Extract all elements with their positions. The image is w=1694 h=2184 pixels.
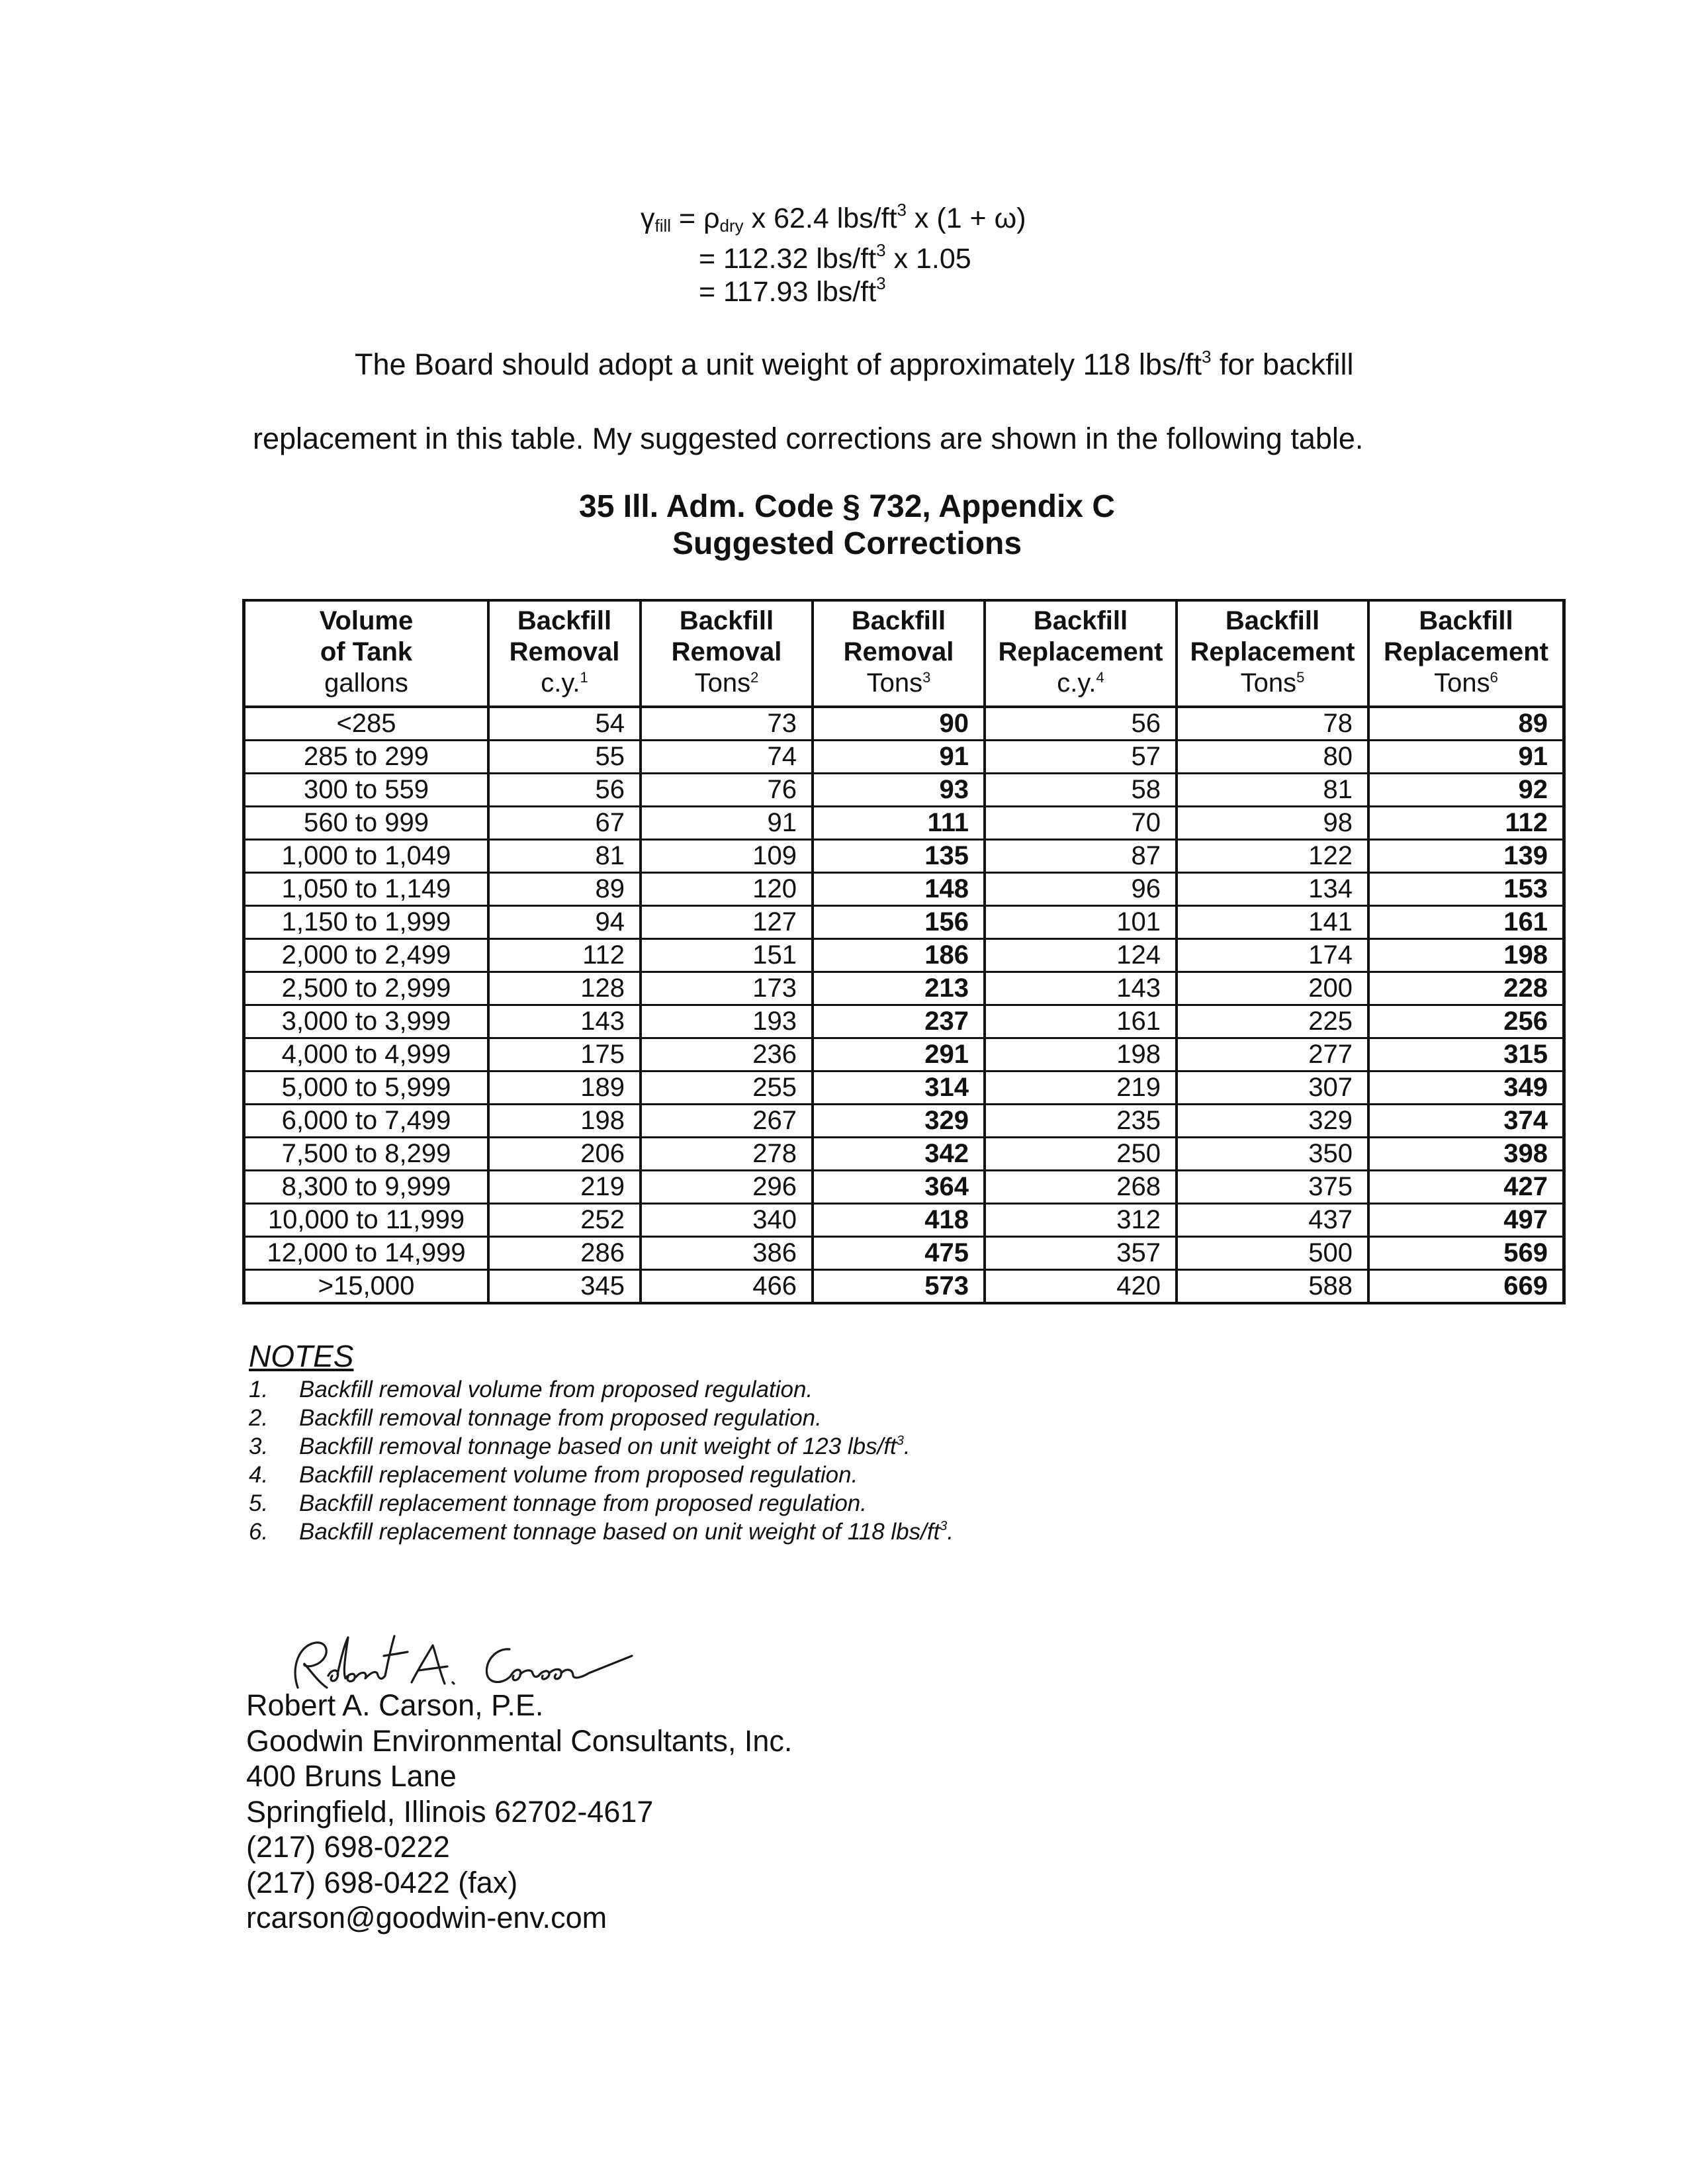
table-cell: 267 xyxy=(639,1105,811,1138)
table-cell: 91 xyxy=(1367,741,1562,774)
signature-block-line: Robert A. Carson, P.E. xyxy=(246,1688,544,1722)
table-cell: 56 xyxy=(983,708,1175,741)
table-cell: 268 xyxy=(983,1171,1175,1205)
table-cell: 198 xyxy=(983,1039,1175,1072)
rho-subscript: dry xyxy=(719,216,744,236)
column-header-unit: Tons xyxy=(866,668,923,698)
column-header-unit-line xyxy=(986,668,1175,699)
table-cell: 109 xyxy=(639,841,811,874)
table-cell: 128 xyxy=(487,973,639,1006)
note-item xyxy=(249,1375,954,1404)
notes-heading: NOTES xyxy=(249,1339,354,1373)
column-header-line-2: Removal xyxy=(509,637,620,666)
table-cell: 364 xyxy=(811,1171,983,1205)
formula-line-3-text: = 117.93 lbs/ft xyxy=(699,276,877,308)
table-row xyxy=(245,841,1562,874)
table-cell: 349 xyxy=(1367,1072,1562,1105)
note-exponent: 3 xyxy=(896,1433,904,1448)
table-cell: 193 xyxy=(639,1006,811,1039)
table-cell: 374 xyxy=(1367,1105,1562,1138)
tank-volume-cell: 6,000 to 7,499 xyxy=(245,1105,487,1138)
note-tail: . xyxy=(947,1519,954,1545)
column-header-6 xyxy=(1367,599,1562,708)
table-cell: 312 xyxy=(983,1205,1175,1238)
table-cell: 67 xyxy=(487,807,639,841)
column-header-note-ref: 1 xyxy=(580,669,588,686)
note-text xyxy=(299,1518,954,1546)
table-cell: 70 xyxy=(983,807,1175,841)
table-cell: 219 xyxy=(983,1072,1175,1105)
column-header-unit: Tons xyxy=(1240,668,1297,698)
table-cell: 81 xyxy=(487,841,639,874)
column-header-unit-line xyxy=(814,668,983,699)
table-row xyxy=(245,1105,1562,1138)
note-number: 4. xyxy=(249,1462,269,1488)
paragraph-line-2: replacement in this table. My suggested corrections are shown in the following table. xyxy=(253,422,1364,455)
table-cell: 206 xyxy=(487,1138,639,1171)
table-cell: 173 xyxy=(639,973,811,1006)
table-cell: 112 xyxy=(1367,807,1562,841)
table-row xyxy=(245,1171,1562,1205)
note-item xyxy=(249,1461,954,1489)
table-cell: 437 xyxy=(1175,1205,1367,1238)
table-cell: 198 xyxy=(487,1105,639,1138)
table-cell: 161 xyxy=(1367,907,1562,940)
tank-volume-cell: 1,150 to 1,999 xyxy=(245,907,487,940)
table-cell: 186 xyxy=(811,940,983,973)
column-header-unit: gallons xyxy=(324,668,408,698)
column-header-note-ref: 2 xyxy=(750,669,759,686)
column-header-line-2: Replacement xyxy=(1190,637,1355,666)
note-body: Backfill replacement tonnage based on unit weight of 118 lbs/ft xyxy=(299,1519,940,1545)
column-header-line-1: Backfill xyxy=(851,606,946,635)
table-cell: 237 xyxy=(811,1006,983,1039)
note-body: Backfill replacement volume from proposed regulation. xyxy=(299,1462,858,1488)
table-cell: 286 xyxy=(487,1238,639,1271)
table-row xyxy=(245,807,1562,841)
table-cell: 213 xyxy=(811,973,983,1006)
tank-volume-cell: 300 to 559 xyxy=(245,774,487,807)
column-header-line-1: Backfill xyxy=(1033,606,1128,635)
column-header-unit: c.y. xyxy=(541,668,580,698)
tank-volume-cell: 4,000 to 4,999 xyxy=(245,1039,487,1072)
note-body: Backfill removal volume from proposed regulation. xyxy=(299,1377,813,1402)
signature-block-line: (217) 698-0222 xyxy=(246,1830,450,1864)
column-header-line-2: Removal xyxy=(843,637,954,666)
note-number: 3. xyxy=(249,1433,269,1459)
table-cell: 139 xyxy=(1367,841,1562,874)
unit-weight-formula xyxy=(641,202,1026,308)
formula-line-1-exponent: 3 xyxy=(897,200,907,220)
signature-block-line: rcarson@goodwin-env.com xyxy=(246,1901,607,1934)
column-header-note-ref: 6 xyxy=(1490,669,1498,686)
formula-line-2-exponent: 3 xyxy=(876,240,886,260)
table-cell: 198 xyxy=(1367,940,1562,973)
table-cell: 329 xyxy=(811,1105,983,1138)
table-cell: 466 xyxy=(639,1271,811,1304)
equals-sign: = xyxy=(671,203,704,234)
table-cell: 90 xyxy=(811,708,983,741)
column-header-unit-line xyxy=(1370,668,1562,699)
table-cell: 398 xyxy=(1367,1138,1562,1171)
table-cell: 200 xyxy=(1175,973,1367,1006)
note-tail: . xyxy=(903,1433,911,1459)
table-cell: 122 xyxy=(1175,841,1367,874)
table-cell: 497 xyxy=(1367,1205,1562,1238)
table-cell: 219 xyxy=(487,1171,639,1205)
table-cell: 141 xyxy=(1175,907,1367,940)
table-row xyxy=(245,1271,1562,1304)
note-body: Backfill removal tonnage based on unit weight of 123 lbs/ft xyxy=(299,1433,897,1459)
table-cell: 573 xyxy=(811,1271,983,1304)
column-header-note-ref: 5 xyxy=(1296,669,1305,686)
table-row xyxy=(245,874,1562,907)
column-header-5 xyxy=(1175,599,1367,708)
formula-line-3-exponent: 3 xyxy=(876,273,886,293)
table-cell: 101 xyxy=(983,907,1175,940)
column-header-0 xyxy=(245,599,487,708)
column-header-unit-line xyxy=(1178,668,1367,699)
table-cell: 420 xyxy=(983,1271,1175,1304)
column-header-line-1: Backfill xyxy=(1225,606,1320,635)
formula-line-1-mid: x 62.4 lbs/ft xyxy=(743,203,897,234)
table-cell: 120 xyxy=(639,874,811,907)
table-row xyxy=(245,1072,1562,1105)
column-header-line-2: Replacement xyxy=(1384,637,1548,666)
table-cell: 315 xyxy=(1367,1039,1562,1072)
paragraph-line-1 xyxy=(355,347,1354,382)
column-header-note-ref: 3 xyxy=(922,669,931,686)
table-cell: 345 xyxy=(487,1271,639,1304)
table-cell: 569 xyxy=(1367,1238,1562,1271)
table-cell: 143 xyxy=(487,1006,639,1039)
table-cell: 189 xyxy=(487,1072,639,1105)
note-text xyxy=(299,1461,858,1489)
column-header-line-1: Backfill xyxy=(679,606,774,635)
table-cell: 256 xyxy=(1367,1006,1562,1039)
column-header-line-2: Replacement xyxy=(998,637,1163,666)
tank-volume-cell: 2,500 to 2,999 xyxy=(245,973,487,1006)
column-header-unit: c.y. xyxy=(1057,668,1096,698)
table-cell: 291 xyxy=(811,1039,983,1072)
table-cell: 250 xyxy=(983,1138,1175,1171)
note-text xyxy=(299,1375,813,1404)
note-text xyxy=(299,1404,822,1432)
table-cell: 161 xyxy=(983,1006,1175,1039)
note-number: 2. xyxy=(249,1405,269,1431)
paragraph-exponent: 3 xyxy=(1201,347,1212,367)
table-row xyxy=(245,774,1562,807)
tank-volume-cell: 10,000 to 11,999 xyxy=(245,1205,487,1238)
table-cell: 124 xyxy=(983,940,1175,973)
column-header-1 xyxy=(487,599,639,708)
note-item xyxy=(249,1518,954,1546)
formula-line-2-text: = 112.32 lbs/ft xyxy=(699,243,877,275)
paragraph-line-1-text: The Board should adopt a unit weight of approximately 118 lbs/ft xyxy=(355,347,1202,381)
table-cell: 112 xyxy=(487,940,639,973)
table-row xyxy=(245,1238,1562,1271)
table-cell: 342 xyxy=(811,1138,983,1171)
table-cell: 475 xyxy=(811,1238,983,1271)
table-row xyxy=(245,973,1562,1006)
table-cell: 98 xyxy=(1175,807,1367,841)
column-header-2 xyxy=(639,599,811,708)
tank-volume-cell: 5,000 to 5,999 xyxy=(245,1072,487,1105)
tank-volume-cell: 1,050 to 1,149 xyxy=(245,874,487,907)
notes-list xyxy=(249,1375,954,1546)
table-cell: 87 xyxy=(983,841,1175,874)
table-row xyxy=(245,907,1562,940)
table-cell: 153 xyxy=(1367,874,1562,907)
table-cell: 80 xyxy=(1175,741,1367,774)
table-cell: 386 xyxy=(639,1238,811,1271)
table-cell: 89 xyxy=(1367,708,1562,741)
table-cell: 127 xyxy=(639,907,811,940)
table-row xyxy=(245,1205,1562,1238)
tank-volume-cell: 1,000 to 1,049 xyxy=(245,841,487,874)
table-cell: 418 xyxy=(811,1205,983,1238)
tank-volume-cell: >15,000 xyxy=(245,1271,487,1304)
signature-block-line: 400 Bruns Lane xyxy=(246,1759,457,1793)
column-header-line-1: Backfill xyxy=(517,606,612,635)
tank-volume-cell: 8,300 to 9,999 xyxy=(245,1171,487,1205)
tank-volume-cell: 12,000 to 14,999 xyxy=(245,1238,487,1271)
formula-line-2 xyxy=(641,242,1026,275)
note-item xyxy=(249,1432,954,1461)
table-row xyxy=(245,940,1562,973)
column-header-note-ref: 4 xyxy=(1096,669,1104,686)
table-row xyxy=(245,741,1562,774)
rho-symbol: ρ xyxy=(703,203,720,234)
table-cell: 235 xyxy=(983,1105,1175,1138)
table-cell: 134 xyxy=(1175,874,1367,907)
note-number: 5. xyxy=(249,1490,269,1516)
table-cell: 156 xyxy=(811,907,983,940)
note-text xyxy=(299,1432,911,1461)
column-header-4 xyxy=(983,599,1175,708)
note-body: Backfill replacement tonnage from proposed regulation. xyxy=(299,1490,867,1516)
column-header-unit: Tons xyxy=(1434,668,1490,698)
corrections-table xyxy=(242,599,1566,1304)
table-cell: 135 xyxy=(811,841,983,874)
table-cell: 93 xyxy=(811,774,983,807)
table-cell: 55 xyxy=(487,741,639,774)
tank-volume-cell: <285 xyxy=(245,708,487,741)
table-cell: 340 xyxy=(639,1205,811,1238)
table-cell: 78 xyxy=(1175,708,1367,741)
table-cell: 225 xyxy=(1175,1006,1367,1039)
table-cell: 500 xyxy=(1175,1238,1367,1271)
table-row xyxy=(245,1039,1562,1072)
table-cell: 329 xyxy=(1175,1105,1367,1138)
table-cell: 296 xyxy=(639,1171,811,1205)
table-cell: 278 xyxy=(639,1138,811,1171)
note-text xyxy=(299,1489,867,1518)
signature-block-line: Goodwin Environmental Consultants, Inc. xyxy=(246,1723,793,1758)
table-row xyxy=(245,1138,1562,1171)
table-cell: 91 xyxy=(639,807,811,841)
table-cell: 175 xyxy=(487,1039,639,1072)
tank-volume-cell: 285 to 299 xyxy=(245,741,487,774)
table-row xyxy=(245,1006,1562,1039)
column-header-line-2: of Tank xyxy=(320,637,413,666)
corrections-table-wrapper xyxy=(242,599,1559,1304)
note-number: 1. xyxy=(249,1377,269,1402)
tank-volume-cell: 560 to 999 xyxy=(245,807,487,841)
table-title xyxy=(0,488,1694,563)
gamma-symbol: γ xyxy=(641,203,655,234)
table-cell: 57 xyxy=(983,741,1175,774)
table-cell: 54 xyxy=(487,708,639,741)
tank-volume-cell: 2,000 to 2,499 xyxy=(245,940,487,973)
table-cell: 427 xyxy=(1367,1171,1562,1205)
table-title-line-2: Suggested Corrections xyxy=(672,526,1022,561)
table-cell: 252 xyxy=(487,1205,639,1238)
column-header-line-1: Volume xyxy=(319,606,414,635)
table-cell: 255 xyxy=(639,1072,811,1105)
column-header-line-1: Backfill xyxy=(1419,606,1513,635)
table-title-line-1: 35 Ill. Adm. Code § 732, Appendix C xyxy=(579,489,1115,524)
table-cell: 307 xyxy=(1175,1072,1367,1105)
note-number: 6. xyxy=(249,1519,269,1545)
column-header-unit-line xyxy=(642,668,811,699)
formula-line-3 xyxy=(641,275,1026,308)
table-cell: 89 xyxy=(487,874,639,907)
table-row xyxy=(245,708,1562,741)
table-cell: 111 xyxy=(811,807,983,841)
table-header-row xyxy=(245,599,1562,708)
signature-block-line: Springfield, Illinois 62702-4617 xyxy=(246,1794,654,1829)
table-cell: 228 xyxy=(1367,973,1562,1006)
table-cell: 143 xyxy=(983,973,1175,1006)
table-body xyxy=(245,708,1562,1304)
paragraph-line-1-end: for backfill xyxy=(1211,347,1354,381)
table-cell: 174 xyxy=(1175,940,1367,973)
table-cell: 588 xyxy=(1175,1271,1367,1304)
table-cell: 73 xyxy=(639,708,811,741)
column-header-unit-line xyxy=(490,668,639,699)
table-cell: 357 xyxy=(983,1238,1175,1271)
formula-line-2-end: x 1.05 xyxy=(885,243,971,275)
tank-volume-cell: 3,000 to 3,999 xyxy=(245,1006,487,1039)
note-body: Backfill removal tonnage from proposed regulation. xyxy=(299,1405,822,1431)
table-cell: 375 xyxy=(1175,1171,1367,1205)
table-cell: 277 xyxy=(1175,1039,1367,1072)
formula-line-1-end: x (1 + ω) xyxy=(906,203,1026,234)
note-item xyxy=(249,1404,954,1432)
table-cell: 94 xyxy=(487,907,639,940)
table-cell: 74 xyxy=(639,741,811,774)
signature-block xyxy=(246,1688,792,1936)
note-exponent: 3 xyxy=(940,1519,948,1533)
table-cell: 236 xyxy=(639,1039,811,1072)
table-cell: 92 xyxy=(1367,774,1562,807)
table-cell: 314 xyxy=(811,1072,983,1105)
table-cell: 148 xyxy=(811,874,983,907)
formula-line-1 xyxy=(641,202,1026,242)
column-header-line-2: Removal xyxy=(671,637,782,666)
table-cell: 91 xyxy=(811,741,983,774)
signature-block-line: (217) 698-0422 (fax) xyxy=(246,1865,518,1899)
note-item xyxy=(249,1489,954,1518)
notes-section xyxy=(249,1338,954,1546)
table-cell: 81 xyxy=(1175,774,1367,807)
gamma-subscript: fill xyxy=(654,216,672,236)
column-header-3 xyxy=(811,599,983,708)
table-cell: 56 xyxy=(487,774,639,807)
table-cell: 96 xyxy=(983,874,1175,907)
table-cell: 350 xyxy=(1175,1138,1367,1171)
table-cell: 58 xyxy=(983,774,1175,807)
column-header-unit: Tons xyxy=(694,668,751,698)
table-cell: 76 xyxy=(639,774,811,807)
tank-volume-cell: 7,500 to 8,299 xyxy=(245,1138,487,1171)
table-cell: 151 xyxy=(639,940,811,973)
column-header-unit-line xyxy=(245,668,487,699)
table-cell: 669 xyxy=(1367,1271,1562,1304)
